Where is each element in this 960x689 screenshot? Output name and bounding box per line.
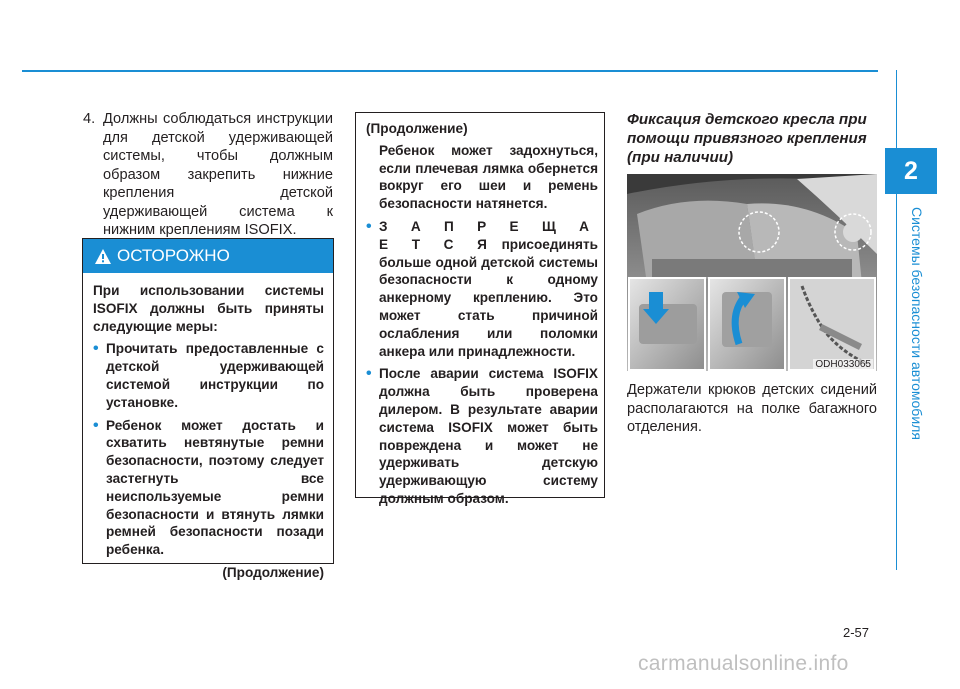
chapter-title: Системы безопасности автомобиля <box>909 207 925 440</box>
warning-title: ОСТОРОЖНО <box>117 246 230 265</box>
warning-bullet <box>93 417 324 559</box>
warning-bullet-text: После аварии система ISOFIX должна быть проверена дилером. В результате аварии система ISOFIX может быть повреждена и может не удерживать детскую удерживающую систему должным образом. <box>379 366 598 506</box>
page-number: 2-57 <box>843 625 870 640</box>
warning-intro: При использовании системы ISOFIX должны быть приняты следующие меры: <box>93 283 324 334</box>
warning-header <box>83 239 333 273</box>
item-text: Должны соблюдаться инструкции для детской удерживающей системы, чтобы должным образом закрепить нижние крепления детской удерживающей система к нижним креплениям ISOFIX. <box>103 111 333 238</box>
warning-box <box>82 238 334 580</box>
photo-code: ODH033065 <box>815 359 871 370</box>
item-number: 4. <box>83 111 96 127</box>
warning-bullet <box>366 218 598 360</box>
section-title: Фиксация детского кресла при помощи привязного крепления (при наличии) <box>627 111 867 166</box>
bullet-dot-icon: • <box>366 365 372 383</box>
warning-body <box>93 282 324 582</box>
tether-anchor-photo <box>627 174 877 371</box>
warning-continued-body <box>366 120 598 513</box>
warning-bullet-text: Ребенок может достать и схватить невтянутые ремни безопасности, поэтому следует застегнуть все неиспользуемые ремни безопасности и втянуть лямки ремней безопасности позади ребенка. <box>106 417 324 558</box>
bullet-dot-icon: • <box>366 217 372 235</box>
warning-bullet-text: Прочитать предоставленные с детской удерживающей системой инструкции по установке. <box>106 341 324 410</box>
header-rule <box>22 70 878 72</box>
warning-bullet <box>93 340 324 411</box>
continued-text: Ребенок может задохнуться, если плечевая лямка обернется вокруг его шеи и ремень безопасности натянется. <box>379 142 598 212</box>
bullet-dot-icon: • <box>93 340 99 358</box>
continued-label: (Продолжение) <box>222 564 324 580</box>
bullet-lead-text: З А П Р Е Щ А Е Т С Я <box>379 218 598 252</box>
car-interior-illustration <box>627 174 877 371</box>
section-paragraph: Держатели крюков детских сидений располагаются на полке багажного отделения. <box>627 382 877 435</box>
warning-bullet-text: присоединять больше одной детской системы безопасности к одному анкерному креплению. Это может стать причиной ослабления или поломки анкера или принадлежности. <box>379 236 598 359</box>
warning-continued-box <box>355 112 605 506</box>
watermark: carmanualsonline.info <box>638 652 849 675</box>
continued-header: (Продолжение) <box>366 121 468 136</box>
warning-bullet <box>366 365 598 507</box>
numbered-item-4 <box>83 110 333 240</box>
chapter-number-tab: 2 <box>885 148 937 194</box>
warning-triangle-icon <box>95 249 111 264</box>
bullet-dot-icon: • <box>93 416 99 434</box>
